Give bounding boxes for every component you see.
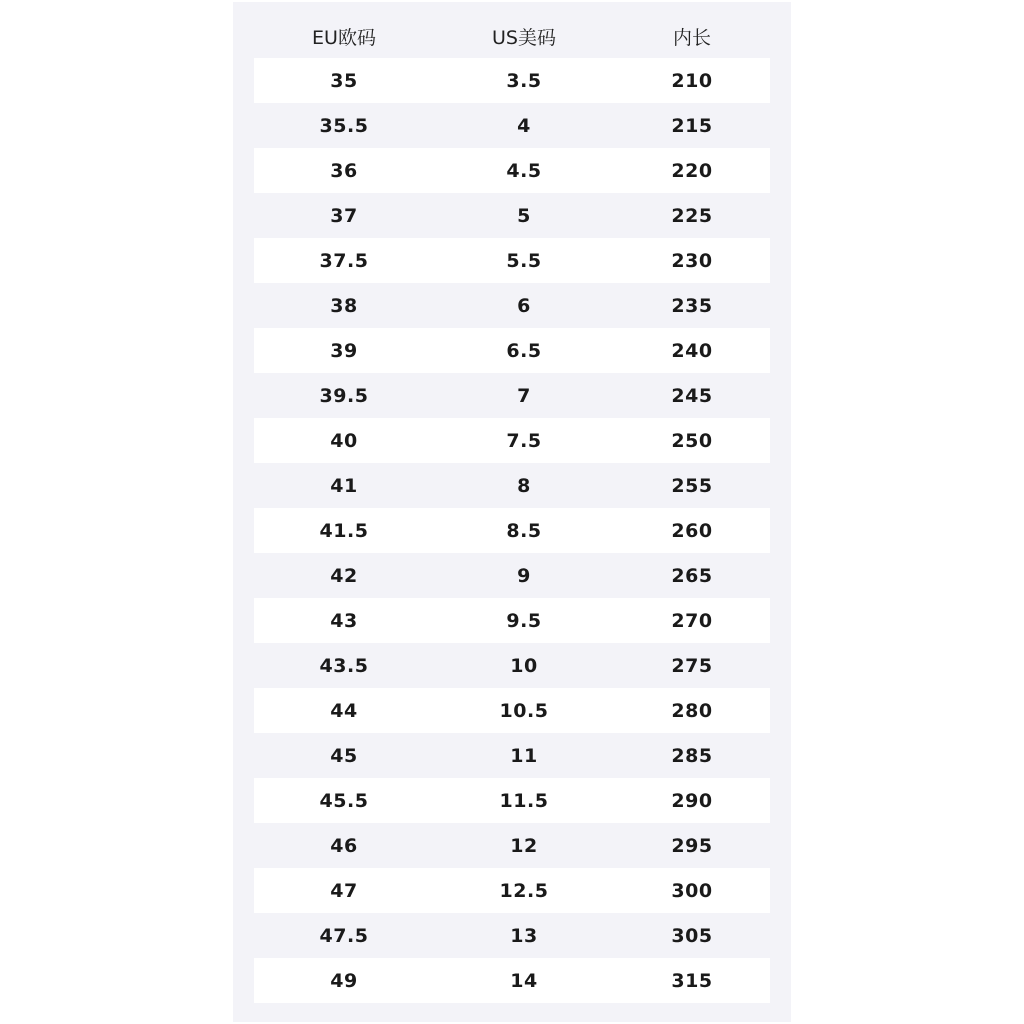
- cell-inner-length: 260: [671, 519, 713, 542]
- table-row: [254, 508, 770, 553]
- cell-us-size: 9: [517, 564, 531, 587]
- cell-inner-length: 270: [671, 609, 713, 632]
- table-row: [254, 418, 770, 463]
- cell-us-size: 6: [517, 294, 531, 317]
- table-row: [254, 553, 770, 598]
- table-row: [254, 913, 770, 958]
- cell-inner-length: 255: [671, 474, 713, 497]
- cell-eu-size: 45.5: [319, 789, 369, 812]
- cell-eu-size: 43: [330, 609, 358, 632]
- cell-us-size: 14: [510, 969, 538, 992]
- cell-us-size: 11.5: [499, 789, 549, 812]
- cell-eu-size: 43.5: [319, 654, 369, 677]
- cell-inner-length: 265: [671, 564, 713, 587]
- cell-eu-size: 35.5: [319, 114, 369, 137]
- cell-eu-size: 41: [330, 474, 358, 497]
- header-us-size: US美码: [492, 26, 556, 49]
- table-row: [254, 103, 770, 148]
- cell-inner-length: 215: [671, 114, 713, 137]
- cell-inner-length: 250: [671, 429, 713, 452]
- cell-us-size: 13: [510, 924, 538, 947]
- cell-eu-size: 46: [330, 834, 358, 857]
- cell-us-size: 3.5: [506, 69, 542, 92]
- cell-inner-length: 315: [671, 969, 713, 992]
- cell-inner-length: 290: [671, 789, 713, 812]
- table-row: [254, 823, 770, 868]
- cell-inner-length: 285: [671, 744, 713, 767]
- table-row: [254, 463, 770, 508]
- cell-inner-length: 245: [671, 384, 713, 407]
- cell-inner-length: 235: [671, 294, 713, 317]
- cell-eu-size: 35: [330, 69, 358, 92]
- size-table: [254, 14, 770, 1003]
- cell-eu-size: 49: [330, 969, 358, 992]
- table-row: [254, 688, 770, 733]
- table-row: [254, 958, 770, 1003]
- cell-inner-length: 300: [671, 879, 713, 902]
- table-header-row: [254, 14, 770, 58]
- cell-us-size: 9.5: [506, 609, 542, 632]
- cell-us-size: 11: [510, 744, 538, 767]
- cell-inner-length: 305: [671, 924, 713, 947]
- cell-inner-length: 225: [671, 204, 713, 227]
- cell-inner-length: 275: [671, 654, 713, 677]
- table-row: [254, 373, 770, 418]
- cell-eu-size: 37.5: [319, 249, 369, 272]
- cell-eu-size: 38: [330, 294, 358, 317]
- cell-eu-size: 37: [330, 204, 358, 227]
- header-inner-length: 内长: [672, 26, 711, 49]
- table-row: [254, 58, 770, 103]
- cell-eu-size: 36: [330, 159, 358, 182]
- cell-eu-size: 44: [330, 699, 358, 722]
- cell-inner-length: 210: [671, 69, 713, 92]
- table-row: [254, 778, 770, 823]
- cell-eu-size: 42: [330, 564, 358, 587]
- cell-us-size: 8: [517, 474, 531, 497]
- cell-inner-length: 220: [671, 159, 713, 182]
- cell-us-size: 7: [517, 384, 531, 407]
- cell-eu-size: 47: [330, 879, 358, 902]
- cell-us-size: 4: [517, 114, 531, 137]
- cell-eu-size: 40: [330, 429, 358, 452]
- cell-inner-length: 295: [671, 834, 713, 857]
- table-row: [254, 193, 770, 238]
- cell-us-size: 10.5: [499, 699, 549, 722]
- cell-inner-length: 230: [671, 249, 713, 272]
- cell-us-size: 7.5: [506, 429, 542, 452]
- table-row: [254, 598, 770, 643]
- cell-inner-length: 280: [671, 699, 713, 722]
- cell-us-size: 6.5: [506, 339, 542, 362]
- cell-eu-size: 45: [330, 744, 358, 767]
- cell-inner-length: 240: [671, 339, 713, 362]
- table-row: [254, 733, 770, 778]
- cell-us-size: 5.5: [506, 249, 542, 272]
- cell-eu-size: 39: [330, 339, 358, 362]
- cell-eu-size: 39.5: [319, 384, 369, 407]
- cell-eu-size: 47.5: [319, 924, 369, 947]
- table-row: [254, 643, 770, 688]
- cell-eu-size: 41.5: [319, 519, 369, 542]
- table-row: [254, 283, 770, 328]
- table-body: [254, 58, 770, 1003]
- table-row: [254, 328, 770, 373]
- table-row: [254, 238, 770, 283]
- cell-us-size: 12.5: [499, 879, 549, 902]
- size-chart-panel: [233, 2, 791, 1022]
- cell-us-size: 10: [510, 654, 538, 677]
- cell-us-size: 5: [517, 204, 531, 227]
- cell-us-size: 4.5: [506, 159, 542, 182]
- table-row: [254, 868, 770, 913]
- cell-us-size: 8.5: [506, 519, 542, 542]
- header-eu-size: EU欧码: [312, 26, 376, 49]
- table-row: [254, 148, 770, 193]
- cell-us-size: 12: [510, 834, 538, 857]
